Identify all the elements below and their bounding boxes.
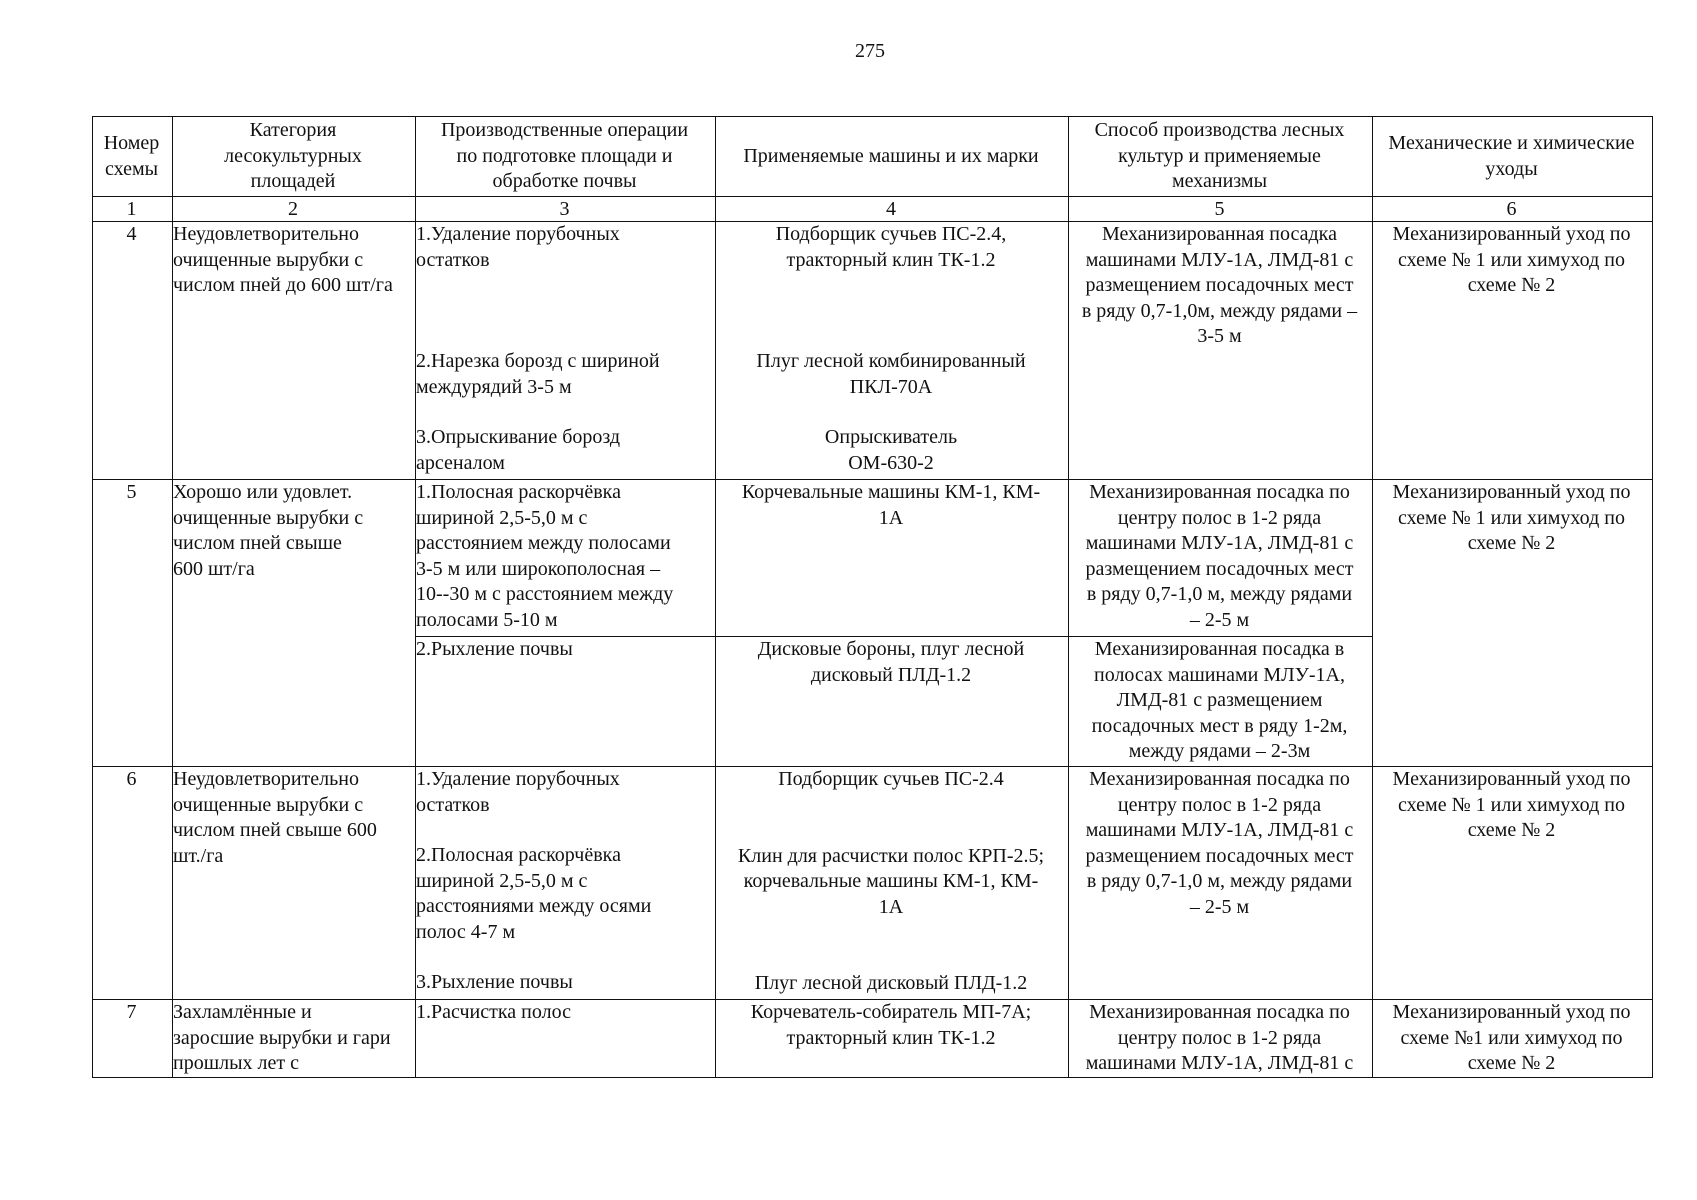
area-category: Неудовлетворительно очищенные вырубки с числом пней свыше 600 шт./га <box>173 767 416 1000</box>
planting-method: Механизированная посадка по центру полос в 1-2 ряда машинами МЛУ-1А, ЛМД-81 с <box>1069 1000 1373 1078</box>
planting-method: Механизированная посадка по центру полос в 1-2 ряда машинами МЛУ-1А, ЛМД-81 с размещением посадочных мест в ряду 0,7-1,0 м, между рядами – 2-5 м <box>1069 767 1373 1000</box>
table-row <box>93 222 1653 480</box>
column-number: 6 <box>1373 197 1653 222</box>
table-row <box>93 767 1653 1000</box>
care-method: Механизированный уход по схеме №1 или химуход по схеме № 2 <box>1373 1000 1653 1078</box>
planting-method: Механизированная посадка машинами МЛУ-1А, ЛМД-81 с размещением посадочных мест в ряду 0,7-1,0м, между рядами – 3-5 м <box>1069 222 1373 480</box>
machine-item: Подборщик сучьев ПС-2.4, тракторный клин ТК-1.2 <box>775 223 1007 271</box>
operations <box>416 1000 716 1078</box>
operations <box>416 767 716 1000</box>
area-category: Хорошо или удовлет. очищенные вырубки с числом пней свыше 600 шт/га <box>173 480 416 767</box>
operations <box>416 222 716 480</box>
scheme-number: 5 <box>93 480 173 767</box>
machines <box>716 637 1069 767</box>
header-area-category: Категория лесокультурных площадей <box>173 117 416 197</box>
header-operations: Производственные операции по подготовке площади и обработке почвы <box>416 117 716 197</box>
area-category: Неудовлетворительно очищенные вырубки с числом пней до 600 шт/га <box>173 222 416 480</box>
column-number: 2 <box>173 197 416 222</box>
header-scheme-number: Номер схемы <box>93 117 173 197</box>
operations <box>416 637 716 767</box>
care-method: Механизированный уход по схеме № 1 или химуход по схеме № 2 <box>1373 480 1653 767</box>
machines <box>716 1000 1069 1078</box>
operations <box>416 480 716 637</box>
table-row <box>93 480 1653 637</box>
header-planting-method: Способ производства лесных культур и применяемые механизмы <box>1069 117 1373 197</box>
machine-item: Плуг лесной дисковый ПЛД-1.2 <box>754 972 1028 994</box>
machine-item: Дисковые бороны, плуг лесной дисковый ПЛД-1.2 <box>757 638 1025 686</box>
machine-item: Клин для расчистки полос КРП-2.5; корчевальные машины КМ-1, КМ- 1А <box>737 844 1045 918</box>
header-machines: Применяемые машины и их марки <box>716 117 1069 197</box>
table-row <box>93 1000 1653 1078</box>
operation-item: 3.Рыхление почвы <box>416 971 573 993</box>
planting-method: Механизированная посадка в полосах машинами МЛУ-1А, ЛМД-81 с размещением посадочных мест в ряду 1-2м, между рядами – 2-3м <box>1069 637 1373 767</box>
operation-item: 3.Опрыскивание борозд арсеналом <box>416 426 621 474</box>
column-number: 1 <box>93 197 173 222</box>
machine-item: Корчеватель-собиратель МП-7А; тракторный клин ТК-1.2 <box>750 1001 1032 1049</box>
operation-item: 2.Нарезка борозд с шириной междурядий 3-5 м <box>416 350 660 398</box>
scheme-number: 7 <box>93 1000 173 1078</box>
machines <box>716 480 1069 637</box>
column-number: 4 <box>716 197 1069 222</box>
operation-item: 1.Удаление порубочных остатков <box>416 223 620 271</box>
area-category: Захламлённые и заросшие вырубки и гари прошлых лет с <box>173 1000 416 1078</box>
column-number: 3 <box>416 197 716 222</box>
operation-item: 2.Рыхление почвы <box>416 638 573 660</box>
page-number: 275 <box>855 40 885 62</box>
machine-item: Плуг лесной комбинированный ПКЛ-70А <box>756 350 1026 398</box>
scheme-number: 4 <box>93 222 173 480</box>
column-number: 5 <box>1069 197 1373 222</box>
machine-item: Корчевальные машины КМ-1, КМ- 1А <box>741 481 1041 529</box>
column-number-row <box>93 197 1653 222</box>
header-care: Механические и химические уходы <box>1373 117 1653 197</box>
care-method: Механизированный уход по схеме № 1 или химуход по схеме № 2 <box>1373 767 1653 1000</box>
header-row <box>93 117 1653 197</box>
planting-method: Механизированная посадка по центру полос в 1-2 ряда машинами МЛУ-1А, ЛМД-81 с размещением посадочных мест в ряду 0,7-1,0 м, между рядами – 2-5 м <box>1069 480 1373 637</box>
machines <box>716 767 1069 1000</box>
operation-item: 2.Полосная раскорчёвка шириной 2,5-5,0 м с расстояниями между осями полос 4-7 м <box>416 844 652 943</box>
scheme-number: 6 <box>93 767 173 1000</box>
machine-item: Подборщик сучьев ПС-2.4 <box>778 768 1004 790</box>
operation-item: 1.Расчистка полос <box>416 1001 571 1023</box>
care-method: Механизированный уход по схеме № 1 или химуход по схеме № 2 <box>1373 222 1653 480</box>
machines <box>716 222 1069 480</box>
machine-item: Опрыскиватель ОМ-630-2 <box>824 426 958 474</box>
operation-item: 1.Удаление порубочных остатков <box>416 768 620 816</box>
forestry-operations-table <box>92 116 1653 1078</box>
operation-item: 1.Полосная раскорчёвка шириной 2,5-5,0 м с расстоянием между полосами 3-5 м или широкополосная – 10--30 м с расстоянием между полосами 5-10 м <box>416 481 674 631</box>
